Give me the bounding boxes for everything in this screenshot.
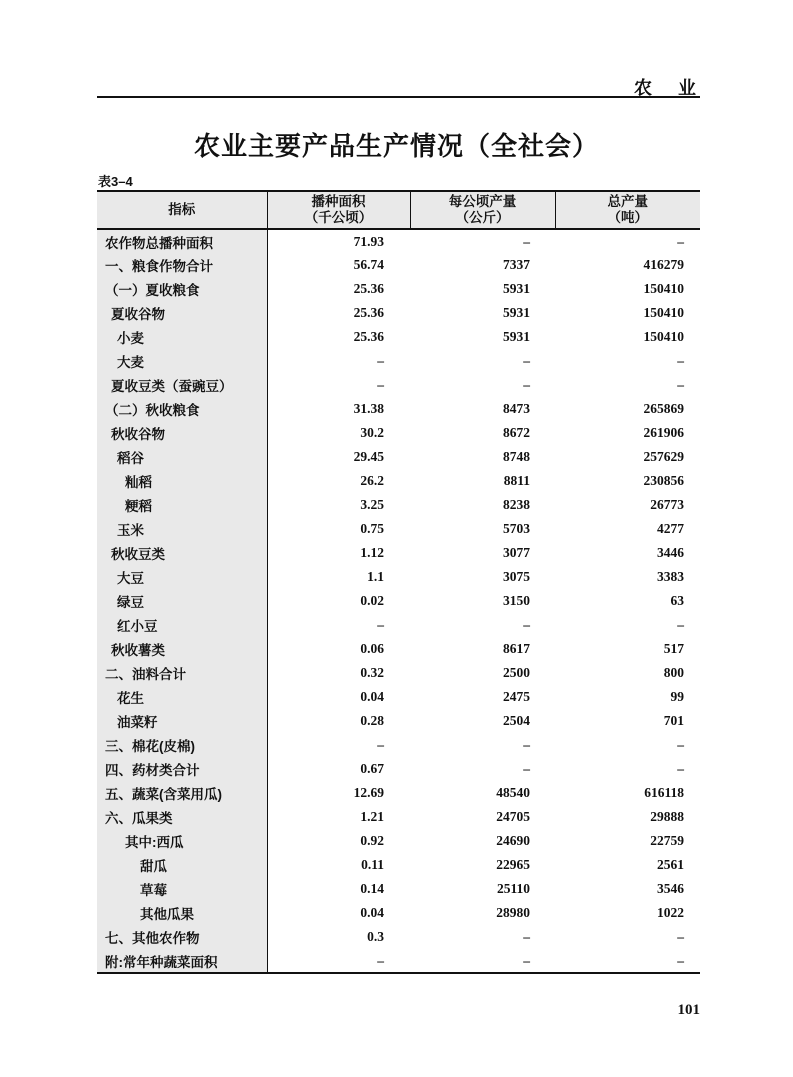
table-row: [97, 565, 700, 589]
row-value-yield: 2504: [503, 713, 530, 728]
row-value-sown-area: –: [377, 737, 384, 752]
table-row: [97, 781, 700, 805]
row-label: 大豆: [97, 565, 267, 589]
row-label: 附:常年种蔬菜面积: [97, 949, 267, 973]
column-header-label: 指标: [168, 202, 196, 217]
row-value-sown-area: 26.2: [360, 473, 384, 488]
table-row: [97, 229, 700, 253]
column-header-indicator: [97, 191, 267, 229]
row-value-sown-area: 12.69: [353, 785, 384, 800]
row-value-total-output: 150410: [643, 305, 684, 320]
table-row: [97, 253, 700, 277]
row-value-yield: 5931: [503, 305, 530, 320]
row-value-total-output: 3446: [657, 545, 684, 560]
row-value-sown-area: 3.25: [360, 497, 384, 512]
row-value-total-output: 416279: [643, 257, 684, 272]
row-value-total-output: 2561: [657, 857, 684, 872]
row-value-total-output: 26773: [650, 497, 684, 512]
table-row: [97, 445, 700, 469]
row-label: 其中:西瓜: [97, 829, 267, 853]
row-value-yield: 22965: [496, 857, 530, 872]
row-label: （一）夏收粮食: [97, 277, 267, 301]
row-label: 玉米: [97, 517, 267, 541]
row-value-yield: 3075: [503, 569, 530, 584]
running-header: 农 业: [634, 78, 700, 98]
row-label: 草莓: [97, 877, 267, 901]
row-value-yield: –: [523, 929, 530, 944]
row-label: 粳稻: [97, 493, 267, 517]
column-header-label: 每公顷产量: [448, 194, 517, 209]
row-value-sown-area: 29.45: [353, 449, 384, 464]
row-value-sown-area: 0.67: [360, 761, 384, 776]
row-value-sown-area: 0.14: [360, 881, 384, 896]
row-value-total-output: 150410: [643, 281, 684, 296]
table-row: [97, 373, 700, 397]
row-value-total-output: 517: [663, 641, 684, 656]
row-value-yield: 48540: [496, 785, 530, 800]
row-value-total-output: 3383: [657, 569, 684, 584]
table-row: [97, 733, 700, 757]
row-value-sown-area: 0.11: [361, 857, 384, 872]
column-header-unit: （公斤）: [455, 210, 510, 225]
row-value-yield: 8617: [503, 641, 530, 656]
row-value-sown-area: 0.3: [367, 929, 384, 944]
row-label: 秋收薯类: [97, 637, 267, 661]
row-label: 秋收谷物: [97, 421, 267, 445]
row-label: 花生: [97, 685, 267, 709]
row-value-yield: –: [523, 737, 530, 752]
row-value-yield: –: [523, 952, 530, 968]
row-value-total-output: 63: [670, 593, 684, 608]
row-label: 农作物总播种面积: [97, 229, 267, 253]
row-value-total-output: 99: [670, 689, 684, 704]
row-value-yield: 8473: [503, 401, 530, 416]
row-label: 稻谷: [97, 445, 267, 469]
production-table: [97, 190, 700, 974]
table-row: [97, 901, 700, 925]
row-value-sown-area: 71.93: [353, 233, 384, 249]
row-value-total-output: –: [677, 617, 684, 632]
table-row: [97, 469, 700, 493]
row-label: 四、药材类合计: [97, 757, 267, 781]
page-number: 101: [677, 1002, 700, 1018]
table-row: [97, 541, 700, 565]
column-header-yield-per-hectare: [410, 191, 555, 229]
table-row: [97, 277, 700, 301]
row-value-total-output: –: [677, 353, 684, 368]
table-row: [97, 613, 700, 637]
row-value-sown-area: 0.28: [360, 713, 384, 728]
header-rule: [97, 96, 700, 98]
row-value-total-output: –: [677, 929, 684, 944]
row-value-total-output: –: [677, 952, 684, 968]
table-row: [97, 397, 700, 421]
row-value-yield: 8811: [503, 473, 530, 488]
row-value-yield: 8748: [503, 449, 530, 464]
row-value-sown-area: 0.32: [360, 665, 384, 680]
row-label: 夏收豆类（蚕豌豆）: [97, 373, 267, 397]
column-header-unit: （千公顷）: [304, 210, 373, 225]
row-value-yield: 28980: [496, 905, 530, 920]
row-value-yield: 2500: [503, 665, 530, 680]
row-value-total-output: 701: [663, 713, 684, 728]
row-value-yield: 8238: [503, 497, 530, 512]
table-row: [97, 709, 700, 733]
row-value-yield: 3077: [503, 545, 530, 560]
row-value-sown-area: 0.75: [360, 521, 384, 536]
row-value-yield: –: [523, 377, 530, 392]
row-value-total-output: 29888: [650, 809, 684, 824]
row-label: 五、蔬菜(含菜用瓜): [97, 781, 267, 805]
row-label: （二）秋收粮食: [97, 397, 267, 421]
column-header-sown-area: [267, 191, 410, 229]
row-value-sown-area: 1.12: [360, 545, 384, 560]
row-value-total-output: –: [677, 233, 684, 249]
row-label: 夏收谷物: [97, 301, 267, 325]
row-label: 红小豆: [97, 613, 267, 637]
row-value-yield: 5931: [503, 281, 530, 296]
table-row: [97, 589, 700, 613]
row-value-sown-area: 0.92: [360, 833, 384, 848]
table-row: [97, 685, 700, 709]
row-value-total-output: 257629: [643, 449, 684, 464]
row-value-sown-area: 0.02: [360, 593, 384, 608]
row-value-yield: –: [523, 353, 530, 368]
row-label: 一、粮食作物合计: [97, 253, 267, 277]
row-value-total-output: 265869: [643, 401, 684, 416]
row-value-yield: –: [523, 233, 530, 249]
row-value-total-output: 1022: [657, 905, 684, 920]
row-label: 油菜籽: [97, 709, 267, 733]
table-header: [97, 191, 700, 229]
row-value-total-output: –: [677, 737, 684, 752]
row-value-yield: –: [523, 617, 530, 632]
row-label: 六、瓜果类: [97, 805, 267, 829]
row-value-total-output: 261906: [643, 425, 684, 440]
table-row: [97, 325, 700, 349]
column-header-total-output: [555, 191, 700, 229]
table-row: [97, 877, 700, 901]
row-value-total-output: –: [677, 761, 684, 776]
row-label: 大麦: [97, 349, 267, 373]
column-header-label: 播种面积: [311, 194, 366, 209]
table-row: [97, 757, 700, 781]
table-row: [97, 637, 700, 661]
column-header-unit: （吨）: [607, 210, 648, 225]
row-label: 绿豆: [97, 589, 267, 613]
row-value-sown-area: 25.36: [353, 305, 384, 320]
row-value-yield: 7337: [503, 257, 530, 272]
row-value-total-output: 4277: [657, 521, 684, 536]
table-row: [97, 853, 700, 877]
row-value-sown-area: –: [377, 952, 384, 968]
row-label: 其他瓜果: [97, 901, 267, 925]
row-value-yield: 2475: [503, 689, 530, 704]
table-caption: 表3–4: [98, 174, 133, 189]
table-row: [97, 829, 700, 853]
page-title: 农业主要产品生产情况（全社会）: [193, 131, 599, 161]
table-header-row: [97, 191, 700, 229]
row-value-sown-area: 0.04: [360, 905, 384, 920]
row-value-sown-area: 25.36: [353, 329, 384, 344]
row-label: 甜瓜: [97, 853, 267, 877]
table-body: [97, 229, 700, 973]
row-value-sown-area: 31.38: [353, 401, 384, 416]
row-label: 三、棉花(皮棉): [97, 733, 267, 757]
row-value-total-output: 3546: [657, 881, 684, 896]
table-row: [97, 949, 700, 973]
row-value-total-output: 616118: [644, 785, 684, 800]
row-label: 秋收豆类: [97, 541, 267, 565]
row-value-total-output: 22759: [650, 833, 684, 848]
row-value-yield: 25110: [496, 881, 530, 896]
row-value-sown-area: 1.21: [360, 809, 384, 824]
row-value-yield: 5931: [503, 329, 530, 344]
row-value-sown-area: 1.1: [367, 569, 384, 584]
row-value-total-output: –: [677, 377, 684, 392]
row-value-sown-area: 56.74: [353, 257, 384, 272]
row-value-sown-area: –: [377, 377, 384, 392]
table-row: [97, 925, 700, 949]
row-value-yield: 5703: [503, 521, 530, 536]
table-row: [97, 805, 700, 829]
row-value-total-output: 800: [663, 665, 684, 680]
table-row: [97, 517, 700, 541]
row-value-yield: 8672: [503, 425, 530, 440]
table-row: [97, 349, 700, 373]
row-value-sown-area: 30.2: [360, 425, 384, 440]
row-value-sown-area: 25.36: [353, 281, 384, 296]
row-value-sown-area: –: [377, 617, 384, 632]
row-value-sown-area: 0.04: [360, 689, 384, 704]
table-row: [97, 301, 700, 325]
row-label: 籼稻: [97, 469, 267, 493]
row-value-total-output: 150410: [643, 329, 684, 344]
table-row: [97, 493, 700, 517]
row-value-yield: 3150: [503, 593, 530, 608]
row-label: 七、其他农作物: [97, 925, 267, 949]
column-header-label: 总产量: [607, 194, 648, 209]
row-value-total-output: 230856: [643, 473, 684, 488]
row-label: 小麦: [97, 325, 267, 349]
row-label: 二、油料合计: [97, 661, 267, 685]
row-value-yield: –: [523, 761, 530, 776]
row-value-yield: 24690: [496, 833, 530, 848]
row-value-sown-area: –: [377, 353, 384, 368]
table-row: [97, 661, 700, 685]
row-value-yield: 24705: [496, 809, 530, 824]
row-value-sown-area: 0.06: [360, 641, 384, 656]
table-row: [97, 421, 700, 445]
